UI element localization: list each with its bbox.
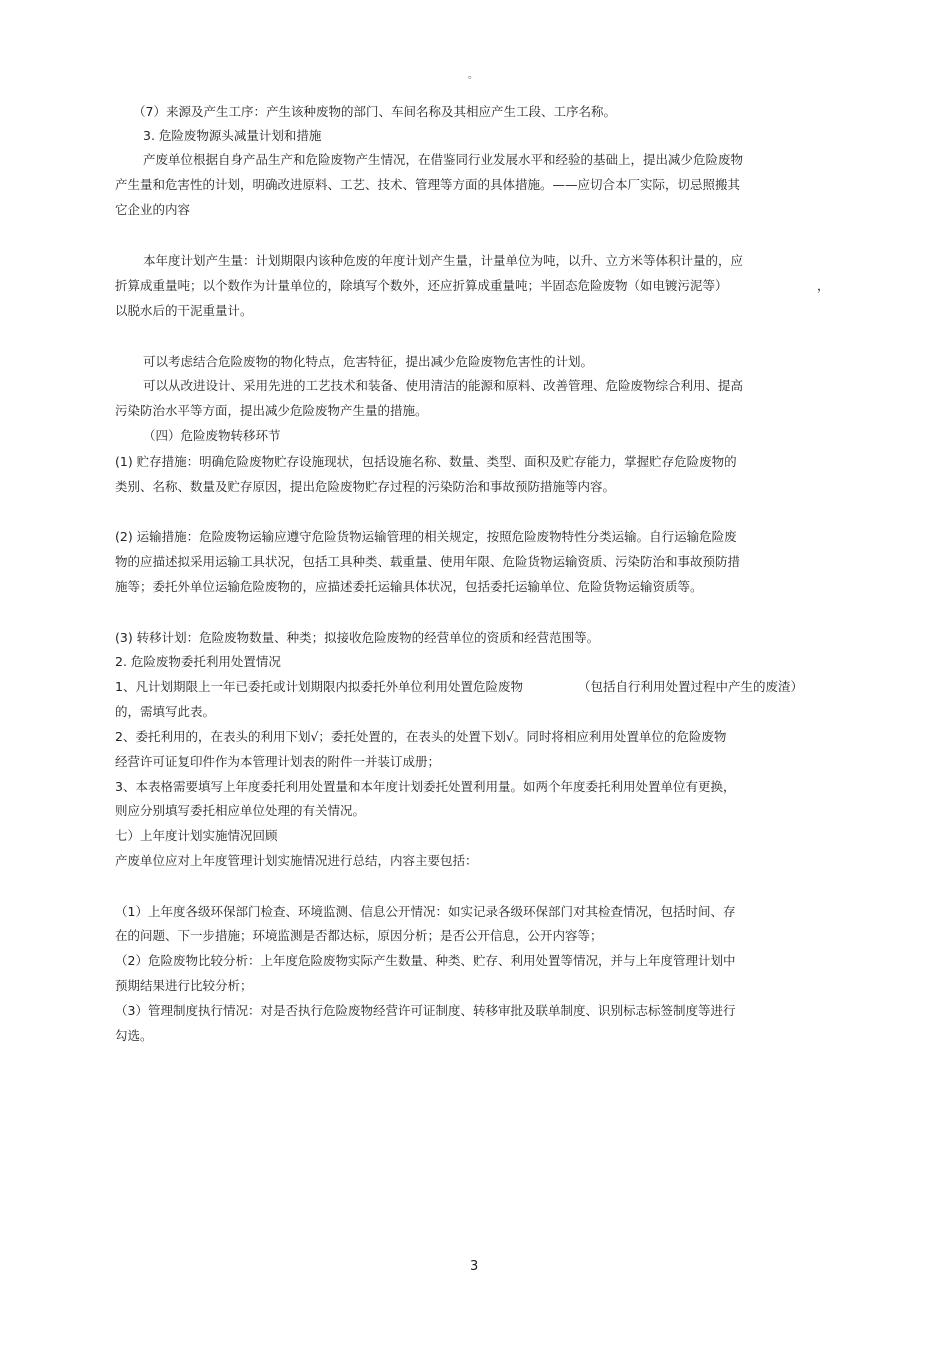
paragraph-line: 1、凡计划期限上一年已委托或计划期限内拟委托外单位利用处置危险废物: [115, 679, 523, 694]
paragraph-line: （3）管理制度执行情况：对是否执行危险废物经营许可证制度、转移审批及联单制度、识别标志标签制度等进行: [115, 1003, 736, 1018]
paragraph-line: （1）上年度各级环保部门检查、环境监测、信息公开情况：如实记录各级环保部门对其检查情况，包括时间、存: [115, 904, 736, 919]
paragraph-line: (2) 运输措施：危险废物运输应遵守危险货物运输管理的相关规定，按照危险废物特性分类运输。自行运输危险废: [115, 529, 737, 544]
paragraph-line-parenthetical: （包括自行利用处置过程中产生的废渣）: [578, 679, 804, 694]
trailing-comma: ，: [817, 278, 830, 293]
paragraph-line: 预期结果进行比较分析；: [115, 978, 253, 993]
paragraph-line: 施等；委托外单位运输危险废物的，应描述委托运输具体状况，包括委托运输单位、危险货物运输资质等。: [115, 579, 703, 594]
paragraph-line: 经营许可证复印件作为本管理计划表的附件一并装订成册；: [115, 754, 441, 769]
paragraph-line: 3、本表格需要填写上年度委托利用处置量和本年度计划委托处置利用量。如两个年度委托利用处置单位有更换，: [115, 779, 736, 794]
paragraph-line: 可以从改进设计、采用先进的工艺技术和装备、使用清洁的能源和原料、改善管理、危险废物综合利用、提高: [143, 378, 744, 393]
page-number: 3: [470, 1259, 479, 1274]
section-heading-entrusted-disposal: 2. 危险废物委托利用处置情况: [115, 654, 281, 669]
paragraph-line: 它企业的内容: [115, 202, 191, 217]
paragraph-line: (3) 转移计划：危险废物数量、种类；拟接收危险废物的经营单位的资质和经营范围等。: [115, 630, 600, 645]
paragraph-line: 以脱水后的干泥重量计。: [115, 303, 253, 318]
paragraph-line: 勾选。: [115, 1028, 153, 1043]
paragraph-line: (1) 贮存措施：明确危险废物贮存设施现状，包括设施名称、数量、类型、面积及贮存能力，掌握贮存危险废物的: [115, 454, 737, 469]
paragraph-line: 污染防治水平等方面，提出减少危险废物产生量的措施。: [115, 403, 428, 418]
paragraph-line: 的，需填写此表。: [115, 704, 216, 719]
text-line-source-process: （7）来源及产生工序：产生该种废物的部门、车间名称及其相应产生工段、工序名称。: [133, 104, 616, 119]
paragraph-line: 产废单位根据自身产品生产和危险废物产生情况，在借鉴同行业发展水平和经验的基础上，提出减少危险废物: [143, 152, 744, 167]
paragraph-line: 则应分别填写委托相应单位处理的有关情况。: [115, 803, 366, 818]
section-heading-source-reduction: 3. 危险废物源头减量计划和措施: [143, 128, 322, 143]
paragraph-line: 折算成重量吨；以个数作为计量单位的，除填写个数外，还应折算成重量吨；半固态危险废物（如电镀污泥等）: [115, 278, 728, 293]
paragraph-line: （2）危险废物比较分析：上年度危险废物实际产生数量、种类、贮存、利用处置等情况，并与上年度管理计划中: [115, 953, 736, 968]
header-mark: 。: [468, 70, 478, 81]
section-heading-review: 七）上年度计划实施情况回顾: [115, 828, 278, 843]
paragraph-line: 本年度计划产生量：计划期限内该种危废的年度计划产生量，计量单位为吨，以升、立方米等体积计量的，应: [143, 253, 744, 268]
paragraph-line: 产废单位应对上年度管理计划实施情况进行总结，内容主要包括：: [115, 853, 478, 868]
paragraph-line: 在的问题、下一步措施；环境监测是否都达标，原因分析；是否公开信息，公开内容等；: [115, 928, 603, 943]
paragraph-line: 类别、名称、数量及贮存原因，提出危险废物贮存过程的污染防治和事故预防措施等内容。: [115, 479, 616, 494]
paragraph-line: 2、委托利用的，在表头的利用下划√；委托处置的，在表头的处置下划√。同时将相应利用处置单位的危险废物: [115, 729, 727, 744]
paragraph-line: 物的应描述拟采用运输工具状况，包括工具种类、载重量、使用年限、危险货物运输资质、污染防治和事故预防措: [115, 554, 741, 569]
section-heading-transfer: （四）危险废物转移环节: [143, 428, 281, 443]
paragraph-line: 可以考虑结合危险废物的物化特点，危害特征，提出减少危险废物危害性的计划。: [143, 354, 594, 369]
paragraph-line: 产生量和危害性的计划，明确改进原料、工艺、技术、管理等方面的具体措施。——应切合本厂实际，切忌照搬其: [115, 177, 741, 192]
